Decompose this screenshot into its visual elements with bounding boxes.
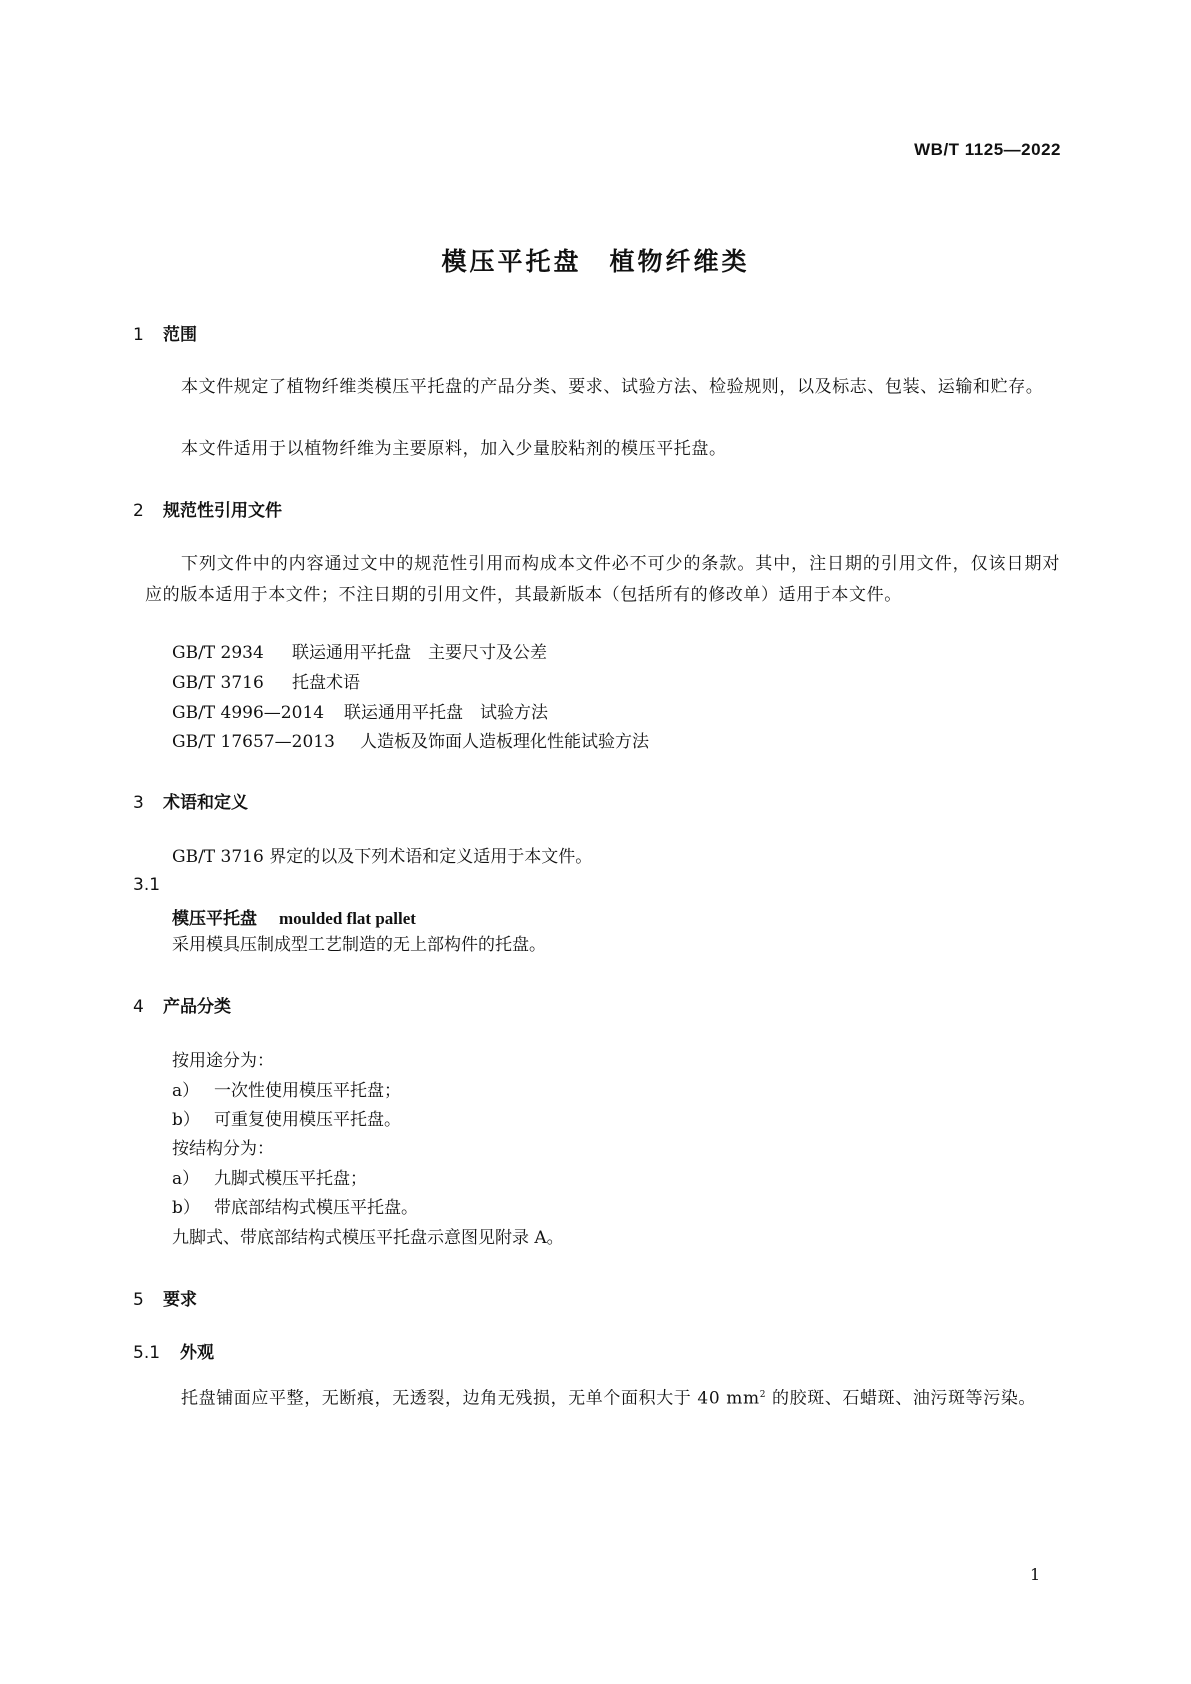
section-number: 3 (133, 793, 144, 813)
section-2-heading (133, 496, 282, 521)
document-number: WB/T 1125—2022 (914, 140, 1061, 159)
document-title: 模压平托盘 植物纤维类 (441, 247, 750, 276)
reference-code: GB/T 4996—2014 (172, 703, 325, 723)
subsection-title: 外观 (180, 1343, 214, 1363)
reference-title: 托盘术语 (292, 673, 360, 693)
reference-title: 联运通用平托盘 试验方法 (344, 703, 548, 723)
classification-note: 九脚式、带底部结构式模压平托盘示意图见附录 A。 (172, 1228, 564, 1248)
term-name (172, 904, 416, 929)
reference-item (172, 727, 649, 757)
classification-by-use-intro: 按用途分为： (172, 1051, 274, 1071)
section-title: 范围 (163, 325, 197, 345)
section-title: 规范性引用文件 (163, 501, 282, 521)
section-2-paragraph-1: 下列文件中的内容通过文中的规范性引用而构成本文件必不可少的条款。其中，注日期的引用文件，仅该日期对应的版本适用于本文件；不注日期的引用文件，其最新版本（包括所有的修改单）适用于本文件。 (145, 554, 1060, 605)
section-5-1-paragraph (145, 1380, 1060, 1415)
section-title: 产品分类 (163, 997, 231, 1017)
section-5-heading (133, 1285, 197, 1310)
section-number: 2 (133, 501, 144, 521)
reference-item (172, 698, 548, 728)
paragraph-text: 的胶斑、石蜡斑、油污斑等污染。 (766, 1388, 1037, 1409)
list-marker: b） (172, 1198, 200, 1218)
reference-title: 人造板及饰面人造板理化性能试验方法 (360, 732, 649, 752)
list-item (172, 1193, 418, 1223)
list-item-text: 九脚式模压平托盘； (214, 1169, 367, 1189)
section-3-paragraph-1: GB/T 3716 界定的以及下列术语和定义适用于本文件。 (172, 847, 593, 867)
reference-item (172, 668, 360, 698)
subsection-5-1-heading (133, 1338, 214, 1363)
reference-code: GB/T 17657—2013 (172, 732, 335, 752)
section-number: 1 (133, 325, 144, 345)
section-number: 4 (133, 997, 144, 1017)
reference-title: 联运通用平托盘 主要尺寸及公差 (292, 643, 547, 663)
section-1-paragraph-1: 本文件规定了植物纤维类模压平托盘的产品分类、要求、试验方法、检验规则，以及标志、包装、运输和贮存。 (181, 377, 1044, 397)
paragraph-text: 托盘铺面应平整，无断痕，无透裂，边角无残损，无单个面积大于 40 mm (181, 1388, 760, 1409)
list-item-text: 可重复使用模压平托盘。 (214, 1110, 401, 1130)
section-title: 术语和定义 (163, 793, 248, 813)
list-item (172, 1164, 367, 1194)
section-1-paragraph-2: 本文件适用于以植物纤维为主要原料，加入少量胶粘剂的模压平托盘。 (181, 439, 727, 459)
section-1-heading (133, 320, 197, 345)
section-number: 5 (133, 1290, 144, 1310)
page-number: 1 (1030, 1565, 1041, 1584)
list-item (172, 1105, 401, 1135)
list-item-text: 带底部结构式模压平托盘。 (214, 1198, 418, 1218)
reference-code: GB/T 3716 (172, 673, 264, 693)
list-item (172, 1076, 401, 1106)
term-number: 3.1 (133, 875, 161, 895)
term-name-cn: 模压平托盘 (172, 909, 257, 929)
reference-code: GB/T 2934 (172, 643, 264, 663)
list-marker: a） (172, 1169, 200, 1189)
list-marker: a） (172, 1081, 200, 1101)
list-marker: b） (172, 1110, 200, 1130)
term-definition: 采用模具压制成型工艺制造的无上部构件的托盘。 (172, 935, 546, 955)
superscript: 2 (759, 1390, 767, 1400)
list-item-text: 一次性使用模压平托盘； (214, 1081, 401, 1101)
section-3-heading (133, 788, 248, 813)
section-title: 要求 (163, 1290, 197, 1310)
term-name-en: moulded flat pallet (279, 909, 416, 928)
section-4-heading (133, 992, 231, 1017)
subsection-number: 5.1 (133, 1343, 161, 1363)
reference-item (172, 638, 547, 668)
classification-by-structure-intro: 按结构分为： (172, 1139, 274, 1159)
